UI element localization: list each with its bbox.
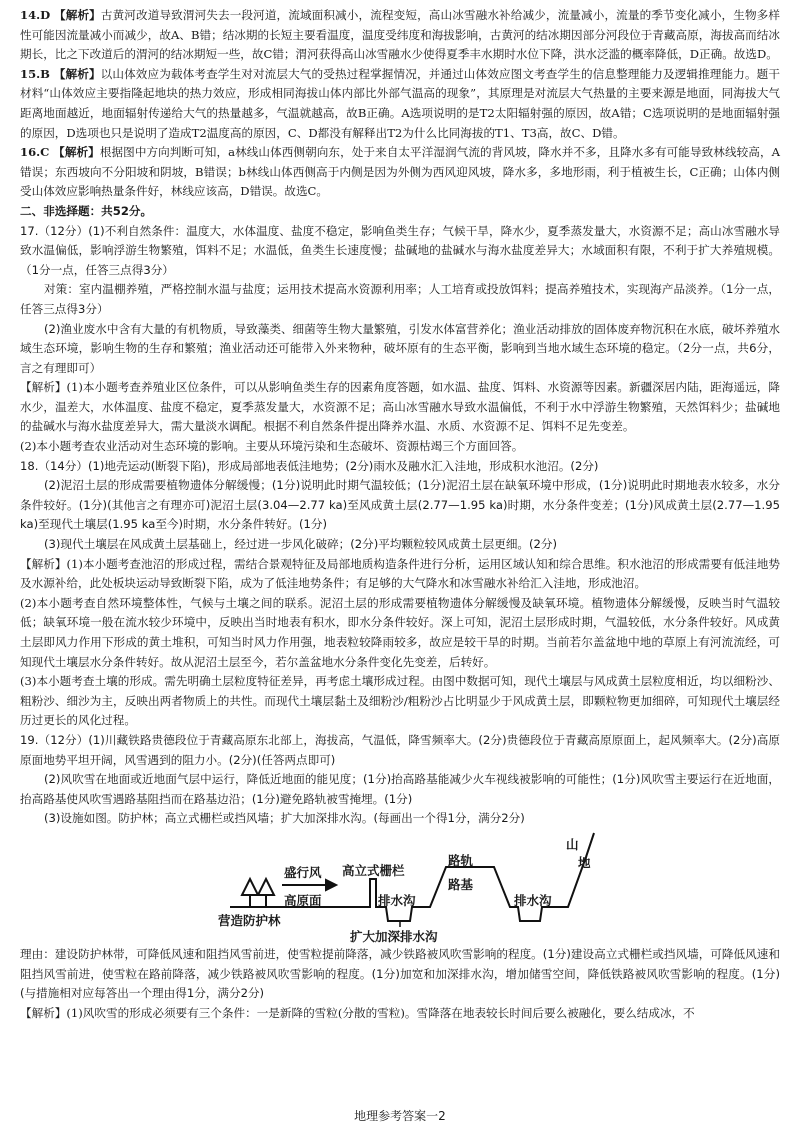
label-fence: 高立式栅栏 <box>342 862 405 878</box>
q19-part3: (3)设施如图。防护林；高立式栅栏或挡风墙；扩大加深排水沟。(每画出一个得1分，满分2分) <box>44 811 525 826</box>
q17-analysis-2: (2)本小题考查农业活动对生态环境的影响。主要从环境污染和生态破坏、资源枯竭三个方面回答。 <box>20 439 524 454</box>
q15-answer <box>20 65 780 143</box>
q15-text: 以山体效应为载体考查学生对对流层大气的受热过程掌握情况，并通过山体效应图文考查学生的信息整理能力及逻辑推理能力。题干材料“山体效应主要指隆起地块的热力效应，形成相同海拔山体内部比外部气温高的现象”，其原理是对流层大气热量的主要来源是地面，同海拔大气距离地面越近，地面辐射传递给大气的热量越多，气温就越高，故B正确。A选项说明的是T2太阳辐射强的原因，故A错；C选项说明的是地面辐射强的原因，D选项也只是说明了造成T2温度高的原因，C、D都没有解释出T2为什么比同海拔的T1、T3高，故C、D错。 <box>20 66 780 140</box>
label-prevailing-wind: 盛行风 <box>284 864 322 880</box>
q18-part2: (2)泥沼土层的形成需要植物遗体分解缓慢；(1分)说明此时期气温较低；(1分)泥沼土层在缺氧环境中形成，(1分)说明此时期地表水较多，水分条件较好。(1分)(其他言之有理亦可)泥沼土层(3.04—2.77 ka)至风成黄土层(2.77—1.95 ka)时期，水分条件变差；(1分)风成黄土层(2.77—1.95 ka)至现代土壤层(1.95 ka至今)时期，水分条件转好。(1分) <box>20 478 780 532</box>
q18-analysis-2: (2)本小题考查自然环境整体性，气候与土壤之间的联系。泥沼土层的形成需要植物遗体分解缓慢及缺氧环境。植物遗体分解缓慢，反映当时气温较低；缺氧环境一般在流水较少环境中，反映出当时地表有积水，即水分条件较好。深上可知，泥沼土层形成时期，气温较低，水分条件较好。风成黄土层即风力作用下形成的黄土堆积，可知当时风力作用强，地表粒较降雨较多，故应是较干旱的时期。当前若尔盖盆地中地的草原上有河流流经，可知现代土壤层水分条件转好。故从泥沼土层至今，若尔盖盆地水分条件变化先变差，后转好。 <box>20 595 780 669</box>
q15-tag: 【解析】 <box>53 66 101 81</box>
label-forest: 营造防护林 <box>218 912 281 928</box>
page-footer: 地理参考答案一2 <box>354 1109 446 1123</box>
label-roadbed: 路基 <box>448 876 474 892</box>
q18-analysis-3: (3)本小题考查土壤的形成。需先明确土层粒度特征差异，再考虑土壤形成过程。由图中数据可知，现代土壤层与风成黄土层粒度相近，均以细粉沙、粗粉沙、细沙为主，反映出两者物质上的共性。而现代土壤层黏土及细粉沙/粗粉沙占比明显少于风成黄土层，即颗粒物更加细碎，可知现代土壤层经历过更长的风化过程。 <box>20 674 780 728</box>
q14-number: 14.D <box>20 8 51 22</box>
page-content <box>20 6 780 1023</box>
q18-part3: (3)现代土壤层在风成黄土层基础上，经过进一步风化破碎；(2分)平均颗粒较风成黄土层更细。(2分) <box>44 537 558 552</box>
label-ground: 地 <box>578 854 591 870</box>
section-heading: 二、非选择题：共52分。 <box>20 203 153 218</box>
q17-part1: 17.（12分）(1)不利自然条件：温度大，水体温度、盐度不稳定，影响鱼类生存；气候干旱，降水少，夏季蒸发量大，水资源不足；高山冰雪融水导致水温偏低，影响浮游生物繁殖，饵料不足；水温低，鱼类生长速度慢；盐碱地的盐碱水与海水盐度差异大；水域面积有限，不利于扩大养殖规模。（1分一点，任答三点得3分） <box>20 223 780 277</box>
wind-arrow-icon <box>282 880 336 890</box>
q19-reasons: 理由：建设防护林带，可降低风速和阻挡风雪前进，使雪粒提前降落，减少铁路被风吹雪影响的程度。(1分)建设高立式栅栏或挡风墙，可降低风速和阻挡风雪前进，使雪粒在路前降落，减少铁路被风吹雪影响的程度。(1分)加宽和加深排水沟，增加储雪空间，降低铁路被风吹雪影响的程度。(1分)(与措施相对应每答出一个理由得1分，满分2分) <box>20 946 780 1001</box>
q17-countermeasures: 对策：室内温棚养殖，严格控制水温与盐度；运用技术提高水资源利用率；人工培育或投放饵料；提高养殖技术，实现海产品淡养。（1分一点，任答三点得3分） <box>20 282 780 316</box>
q18-analysis-1: 【解析】(1)本小题考查池沼的形成过程，需结合景观特征及局部地质构造条件进行分析，运用区域认知和综合思维。积水池沼的形成需要有低洼地势及水源补给，此处板块运动导致断裂下陷，成为了低洼地势条件；有足够的大气降水和冰雪融水补给汇入洼地，形成池沼。 <box>20 556 780 591</box>
label-mountain: 山 <box>566 836 579 852</box>
q16-text: 根据图中方向判断可知，a林线山体西侧朝向东，处于来自太平洋湿润气流的背风坡，降水并不多，且降水多有可能导致林线较高，A错误；东西坡向不分阳坡和阴坡，B错误；b林线山体西侧高于内侧是因为外侧为西风迎风坡，降水多，多地形雨，利于植被生长，C正确；山体内侧受山体效应影响热量条件好，林线应该高，D错误。故选C。 <box>20 145 780 199</box>
q16-tag: 【解析】 <box>53 145 100 160</box>
label-rail: 路轨 <box>448 852 474 868</box>
label-ditch-2: 排水沟 <box>514 892 552 908</box>
q14-tag: 【解析】 <box>54 8 101 22</box>
tree-icon <box>242 879 274 907</box>
q18-part1: 18.（14分）(1)地壳运动(断裂下陷)，形成局部地表低洼地势；(2分)雨水及融水汇入洼地，形成积水池沼。(2分) <box>20 458 599 473</box>
q14-answer <box>20 6 780 65</box>
q19-part1: 19.（12分）(1)川藏铁路贵德段位于青藏高原东北部上，海拔高，气温低，降雪频率大。(2分)贵德段位于青藏高原原面上，起风频率大。(2分)高原原面地势平坦开阔，风雪遇到的阻力小。(2分)(任答两点即可) <box>20 732 780 767</box>
q15-number: 15.B <box>20 66 50 81</box>
q16-number: 16.C <box>20 145 50 160</box>
label-ditch-1: 排水沟 <box>378 892 416 908</box>
q19-part2: (2)风吹雪在地面或近地面气层中运行，降低近地面的能见度；(1分)抬高路基能减少火车视线被影响的可能性；(1分)风吹雪主要运行在近地面，抬高路基使风吹雪遇路基阻挡而在路基边沿；(1分)避免路轨被雪掩埋。(1分) <box>20 772 780 806</box>
q17-part2: (2)渔业废水中含有大量的有机物质，导致藻类、细菌等生物大量繁殖，引发水体富营养化；渔业活动排放的固体废弃物沉积在水底，破坏养殖水域生态环境，影响生物的生存和繁殖；渔业活动还可能带入外来物种，破坏原有的生态平衡，影响到当地水域生态环境的稳定。（2分一点，共6分，言之有理即可） <box>20 321 780 375</box>
q17-analysis-1: 【解析】(1)本小题考查养殖业区位条件，可以从影响鱼类生存的因素角度答题，如水温、盐度、饵料、水资源等因素。新疆深居内陆，距海遥远，降水少，温差大，水体温度、盐度不稳定，夏季蒸发量大，水资源不足；高山冰雪融水导致水温偏低，不利于水中浮游生物繁殖，天然饵料少；盐碱地的盐碱水与海水盐度差异大，需大量淡水调配。根据不利自然条件提出降养水温、水质、水资源不足、饵料不足先变差。 <box>20 380 780 434</box>
label-plateau: 高原面 <box>284 892 322 908</box>
q19-analysis-1: 【解析】(1)风吹雪的形成必须要有三个条件：一是新降的雪粒(分散的雪粒)。雪降落在地表较长时间后要么被融化，要么结成冰，不 <box>20 1005 695 1020</box>
label-expand-ditch: 扩大加深排水沟 <box>350 928 438 944</box>
railway-protection-diagram <box>20 831 780 943</box>
q14-text: 古黄河改道导致渭河失去一段河道，流域面积减小，流程变短，高山冰雪融水补给减少，流量减小，流量的季节变化减小，生物多样性可能因流量减小而减少，故A、B错；结冰期的长短主要看温度，温度受纬度和海拔影响，古黄河的结冰期因部分河段位于青藏高原，海拔高而结冰期长，比之下改道后的渭河的结冰期短一些，故C错；渭河获得高山冰雪融水少使得夏季丰水期时水位下降，洪水泛滥的概率降低，D正确。故选D。 <box>20 8 780 62</box>
q16-answer <box>20 143 780 202</box>
